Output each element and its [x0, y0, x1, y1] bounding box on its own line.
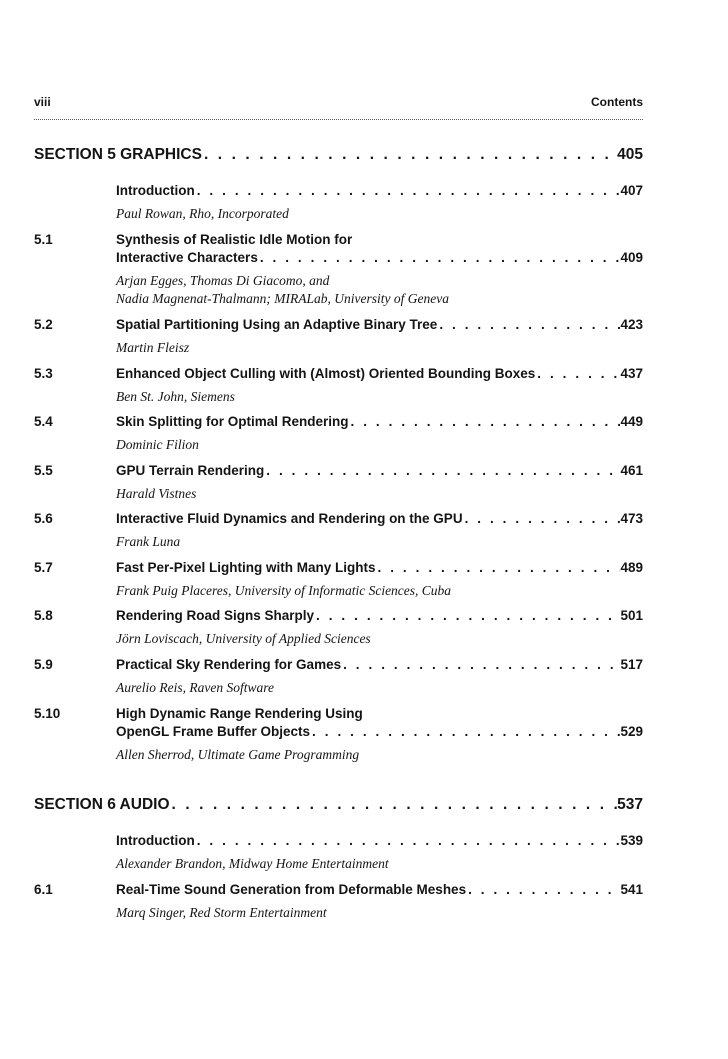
- section-heading: [34, 795, 643, 815]
- entry-title-text: Interactive Characters: [116, 250, 258, 265]
- entry-title-text: Skin Splitting for Optimal Rendering: [116, 414, 349, 429]
- entry-page: 541: [620, 882, 643, 897]
- toc-entry-title: [116, 559, 643, 577]
- toc-entry-title: [116, 249, 643, 267]
- toc-entry-title: [116, 510, 643, 528]
- entry-author: Dominic Filion: [116, 437, 199, 452]
- entry-page: 501: [620, 608, 643, 623]
- section-page: 405: [617, 146, 643, 163]
- entry-title-text: Introduction: [116, 833, 195, 848]
- dot-leader: [258, 249, 621, 267]
- section-heading: [34, 145, 643, 165]
- entry-author: Paul Rowan, Rho, Incorporated: [116, 206, 289, 221]
- entry-number: 5.4: [34, 414, 53, 429]
- entry-title-text: High Dynamic Range Rendering Using: [116, 706, 363, 721]
- entry-title-text: Enhanced Object Culling with (Almost) Oriented Bounding Boxes: [116, 366, 536, 381]
- toc-entry-title: [116, 656, 643, 674]
- running-head: [34, 95, 643, 113]
- dot-leader: [195, 182, 621, 200]
- dot-leader: [202, 145, 617, 165]
- entry-author: Ben St. John, Siemens: [116, 389, 235, 404]
- section-title: SECTION 5 GRAPHICS: [34, 146, 202, 163]
- toc-entry-title: [116, 462, 643, 480]
- entry-page: 423: [620, 317, 643, 332]
- page-number: viii: [34, 95, 51, 109]
- dot-leader: [463, 510, 621, 528]
- toc-entry-title: [116, 881, 643, 899]
- entry-page: 407: [620, 183, 643, 198]
- dot-leader: [170, 795, 618, 815]
- entry-number: 5.6: [34, 511, 53, 526]
- toc-entry-title: [116, 365, 643, 383]
- entry-number: 5.10: [34, 706, 61, 721]
- dot-leader: [341, 656, 620, 674]
- entry-author: Frank Puig Placeres, University of Informatic Sciences, Cuba: [116, 583, 452, 598]
- entry-author: Nadia Magnenat-Thalmann; MIRALab, University of Geneva: [116, 291, 449, 306]
- entry-number: 5.3: [34, 366, 53, 381]
- dot-leader: [264, 462, 620, 480]
- entry-page: 529: [620, 724, 643, 739]
- entry-title-text: Introduction: [116, 183, 195, 198]
- entry-title-text: Synthesis of Realistic Idle Motion for: [116, 232, 353, 247]
- entry-page: 449: [620, 414, 643, 429]
- entry-title-text: GPU Terrain Rendering: [116, 463, 265, 478]
- dot-leader: [310, 723, 620, 741]
- header-rule: [34, 119, 643, 120]
- entry-author: Aurelio Reis, Raven Software: [116, 680, 274, 695]
- entry-author: Alexander Brandon, Midway Home Entertainment: [116, 856, 389, 871]
- entry-title-text: Spatial Partitioning Using an Adaptive Binary Tree: [116, 317, 438, 332]
- toc-entry-title: [116, 723, 643, 741]
- toc-entry-title: [116, 607, 643, 625]
- entry-number: 5.2: [34, 317, 53, 332]
- entry-author: Arjan Egges, Thomas Di Giacomo, and: [116, 273, 330, 288]
- entry-number: 5.8: [34, 608, 53, 623]
- entry-page: 489: [620, 560, 643, 575]
- entry-author: Martin Fleisz: [116, 340, 190, 355]
- entry-number: 6.1: [34, 882, 53, 897]
- entry-author: Harald Vistnes: [116, 486, 197, 501]
- entry-page: 437: [620, 366, 643, 381]
- section-title: SECTION 6 AUDIO: [34, 796, 170, 813]
- toc-entry-title: [116, 413, 643, 431]
- dot-leader: [195, 832, 621, 850]
- entry-page: 461: [620, 463, 643, 478]
- dot-leader: [376, 559, 621, 577]
- entry-number: 5.5: [34, 463, 53, 478]
- dot-leader: [437, 316, 620, 334]
- entry-title-text: Interactive Fluid Dynamics and Rendering on the GPU: [116, 511, 463, 526]
- entry-title-text: Rendering Road Signs Sharply: [116, 608, 315, 623]
- entry-author: Jörn Loviscach, University of Applied Sciences: [116, 631, 371, 646]
- entry-page: 539: [620, 833, 643, 848]
- entry-author: Marq Singer, Red Storm Entertainment: [116, 905, 327, 920]
- entry-page: 517: [620, 657, 643, 672]
- section-page: 537: [617, 796, 643, 813]
- entry-title-text: OpenGL Frame Buffer Objects: [116, 724, 311, 739]
- dot-leader: [535, 365, 620, 383]
- toc-entry-title: [116, 832, 643, 850]
- entry-title-text: Practical Sky Rendering for Games: [116, 657, 342, 672]
- dot-leader: [349, 413, 621, 431]
- dot-leader: [466, 881, 620, 899]
- running-title: Contents: [591, 95, 643, 109]
- entry-number: 5.1: [34, 232, 53, 247]
- entry-page: 409: [620, 250, 643, 265]
- entry-page: 473: [620, 511, 643, 526]
- entry-number: 5.7: [34, 560, 53, 575]
- dot-leader: [314, 607, 620, 625]
- toc-entry-title: [116, 316, 643, 334]
- toc-entry-title: [116, 182, 643, 200]
- entry-title-text: Fast Per-Pixel Lighting with Many Lights: [116, 560, 376, 575]
- entry-title-text: Real-Time Sound Generation from Deformable Meshes: [116, 882, 467, 897]
- entry-number: 5.9: [34, 657, 53, 672]
- entry-author: Allen Sherrod, Ultimate Game Programming: [116, 747, 360, 762]
- entry-author: Frank Luna: [116, 534, 181, 549]
